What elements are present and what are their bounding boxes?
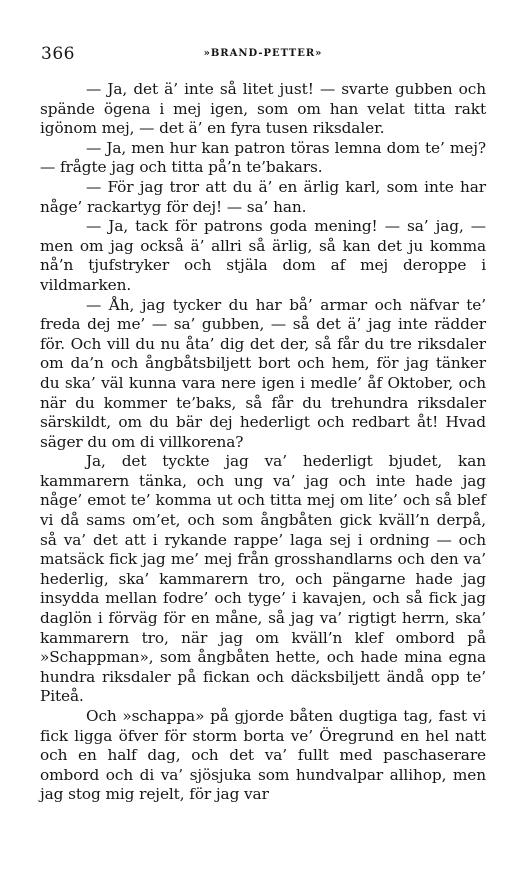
page-number: 366	[41, 44, 75, 64]
running-head	[40, 44, 486, 70]
paragraph-7: Och »schappa» på gjorde båten dugtiga tag, fast vi fick ligga öfver för storm borta ve’ Öregrund en hel natt och en half dag, och det va’ fullt med paschaserare ombord och di va’ sjösjuka som hundvalpar allihop, men jag stog mig rejelt, för jag var	[40, 707, 486, 804]
running-title: »BRAND-PETTER»	[203, 48, 323, 59]
paragraph-5: — Åh, jag tycker du har bå’ armar och näfvar te’ freda dej me’ — sa’ gubben, — så det ä’ jag inte rädder för. Och vill du nu åta’ dig det der, så får du tre riksdaler om da’n och ångbåtsbiljett bort och hem, för jag tänker du ska’ väl kunna vara nere igen i medle’ åf Oktober, och när du kommer te’baks, så får du trehundra riksdaler särskildt, om du bär dej hederligt och redbart åt! Hvad säger du om di villkorena?	[40, 295, 486, 451]
body-text	[40, 80, 486, 805]
book-page	[40, 44, 486, 805]
paragraph-3: — För jag tror att du ä’ en ärlig karl, som inte har någe’ rackartyg för dej! — sa’ han.	[40, 177, 486, 216]
paragraph-6: Ja, det tyckte jag va’ hederligt bjudet, kan kammarern tänka, och ung va’ jag och inte hade jag någe’ emot te’ komma ut och titta mej om lite’ och så blef vi då sams om’et, och som ångbåten gick kväll’n derpå, så va’ det att i rykande rappe’ laga sej i ordning — och matsäck fick jag me’ mej från grosshandlarns och den va’ hederlig, ska’ kammarern tro, och pängarne hade jag insydda mellan fodre’ och tyge’ i kavajen, och så fick jag daglön i förväg för en måne, så jag va’ rigtigt herrn, ska’ kammarern tro, när jag om kväll’n klef ombord på »Schappman», som ångbåten hette, och hade mina egna hundra riksdaler på fickan och däcksbiljett ändå opp te’ Piteå.	[40, 452, 486, 706]
paragraph-4: — Ja, tack för patrons goda mening! — sa’ jag, — men om jag också ä’ allri så ärlig, så kan det ju komma nå’n tjufstryker och stjäla dom af mej deroppe i vildmarken.	[40, 217, 486, 294]
paragraph-1: — Ja, det ä’ inte så litet just! — svarte gubben och spände ögena i mej igen, som om han velat titta rakt igönom mej, — det ä’ en fyra tusen riksdaler.	[40, 80, 486, 138]
paragraph-2: — Ja, men hur kan patron töras lemna dom te’ mej? — frågte jag och titta på’n te’bakars.	[40, 138, 486, 177]
